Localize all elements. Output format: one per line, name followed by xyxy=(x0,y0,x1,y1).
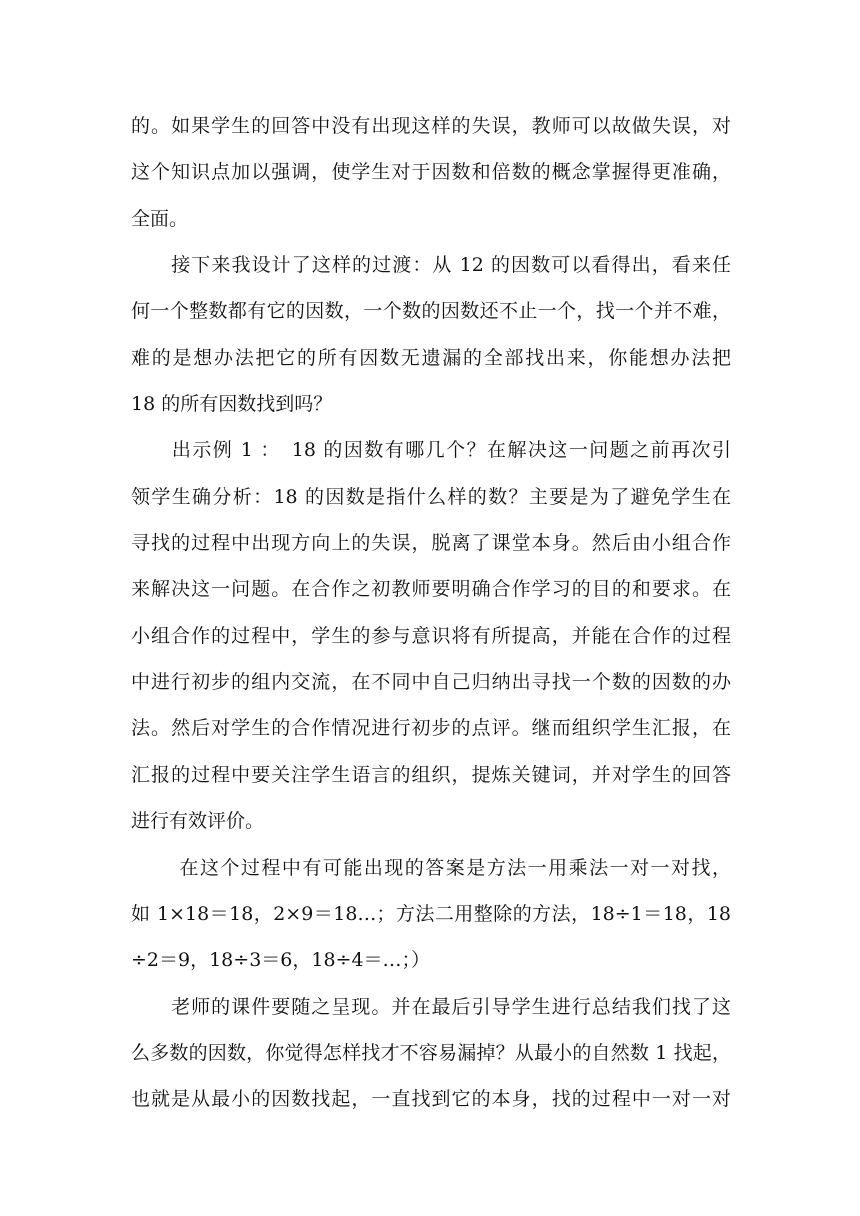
text-line: 如 1×18＝18，2×9＝18…；方法二用整除的方法，18÷1＝18，18 xyxy=(131,902,731,925)
text-line: 全面。 xyxy=(131,207,189,230)
text-line: 汇报的过程中要关注学生语言的组织，提炼关键词，并对学生的回答 xyxy=(131,763,731,786)
text-line: 难的是想办法把它的所有因数无遗漏的全部找出来，你能想办法把 xyxy=(131,346,731,369)
text-line: 也就是从最小的因数找起，一直找到它的本身，找的过程中一对一对 xyxy=(131,1088,731,1111)
text-line: 小组合作的过程中，学生的参与意识将有所提高，并能在合作的过程 xyxy=(131,624,731,647)
text-line: 出示例 1 ： 18 的因数有哪几个？在解决这一问题之前再次引 xyxy=(131,439,731,462)
text-line: 进行有效评价。 xyxy=(131,810,265,833)
text-line: ÷2＝9，18÷3＝6，18÷4＝…；） xyxy=(131,949,431,972)
text-line: 的。如果学生的回答中没有出现这样的失误，教师可以故做失误，对 xyxy=(131,115,731,137)
text-line: 在这个过程中有可能出现的答案是方法一用乘法一对一对找， xyxy=(131,856,731,879)
body-text xyxy=(131,103,731,1123)
text-line: 这个知识点加以强调，使学生对于因数和倍数的概念掌握得更准确， xyxy=(131,161,731,184)
text-line: 领学生确分析：18 的因数是指什么样的数？主要是为了避免学生在 xyxy=(131,485,731,508)
text-line: 18 的所有因数找到吗？ xyxy=(131,393,333,416)
text-line: 接下来我设计了这样的过渡：从 12 的因数可以看得出，看来任 xyxy=(131,254,731,277)
text-line: 寻找的过程中出现方向上的失误，脱离了课堂本身。然后由小组合作 xyxy=(131,532,731,555)
text-line: 法。然后对学生的合作情况进行初步的点评。继而组织学生汇报，在 xyxy=(131,717,731,740)
text-line: 老师的课件要随之呈现。并在最后引导学生进行总结我们找了这 xyxy=(131,995,731,1018)
text-line: 何一个整数都有它的因数，一个数的因数还不止一个，找一个并不难， xyxy=(131,300,731,323)
text-line: 么多数的因数，你觉得怎样找才不容易漏掉？从最小的自然数 1 找起， xyxy=(131,1041,731,1064)
text-line: 来解决这一问题。在合作之初教师要明确合作学习的目的和要求。在 xyxy=(131,578,731,601)
text-line: 中进行初步的组内交流，在不同中自己归纳出寻找一个数的因数的办 xyxy=(131,671,731,694)
